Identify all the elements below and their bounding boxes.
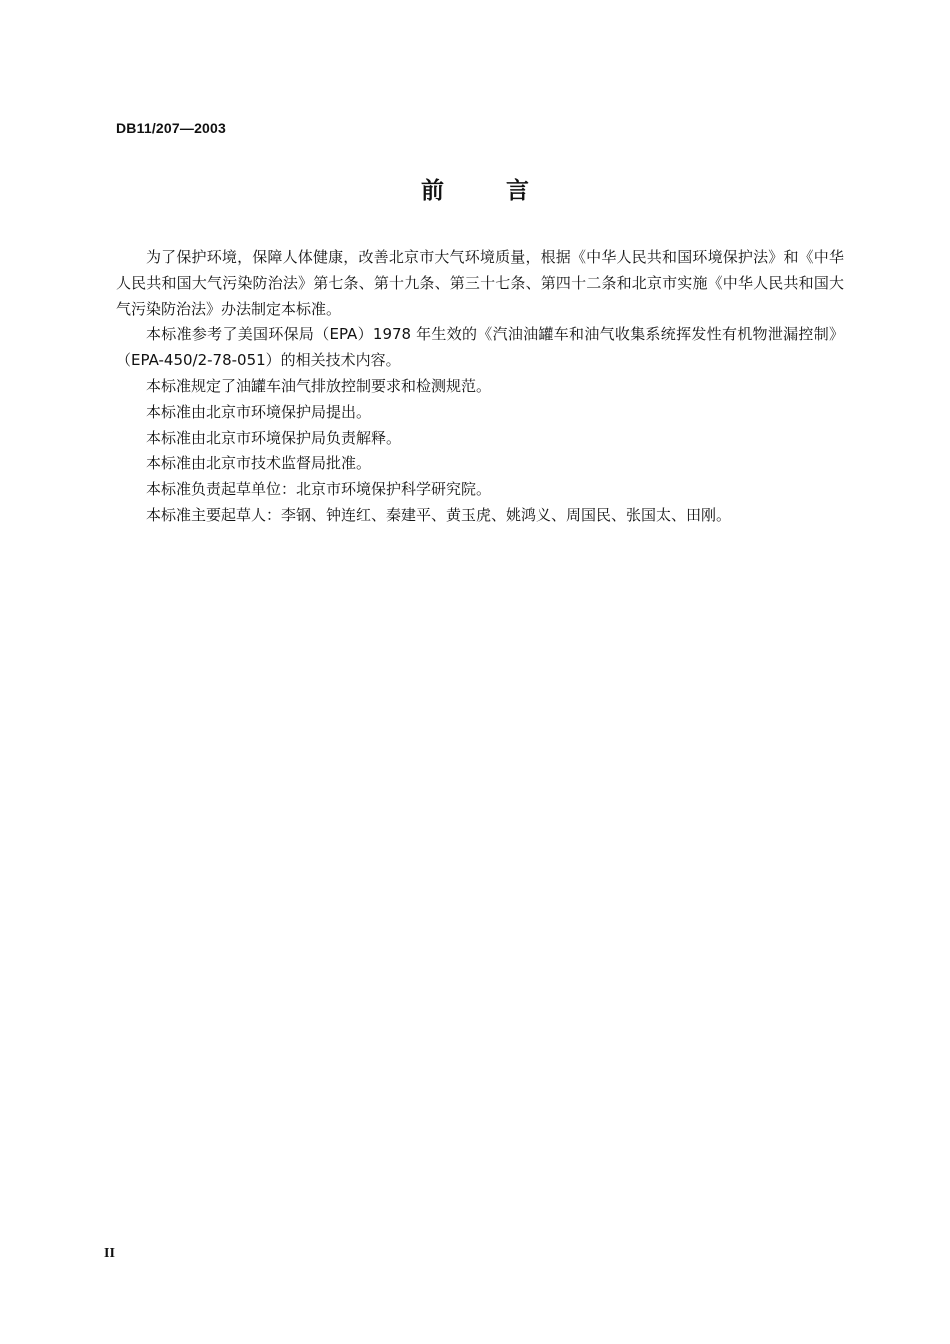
- paragraph-reference: 本标准参考了美国环保局（EPA）1978 年生效的《汽油油罐车和油气收集系统挥发性有机物泄漏控制》（EPA-450/2-78-051）的相关技术内容。: [116, 325, 844, 370]
- page-number: II: [104, 1246, 115, 1261]
- paragraph-legal-basis: 为了保护环境，保障人体健康，改善北京市大气环境质量，根据《中华人民共和国环境保护法》和《中华人民共和国大气污染防治法》第七条、第十九条、第三十七条、第四十二条和北京市实施《中华人民共和国大气污染防治法》办法制定本标准。: [116, 248, 844, 318]
- foreword-body: [116, 245, 844, 529]
- paragraph-proposed-by: 本标准由北京市环境保护局提出。: [146, 402, 372, 421]
- paragraph-drafting-unit: 本标准负责起草单位：北京市环境保护科学研究院。: [146, 480, 492, 499]
- paragraph-scope: 本标准规定了油罐车油气排放控制要求和检测规范。: [146, 376, 492, 395]
- document-code: DB11/207—2003: [116, 120, 227, 136]
- paragraph-interpreted-by: 本标准由北京市环境保护局负责解释。: [146, 428, 402, 447]
- page-title: 前言: [421, 178, 591, 204]
- paragraph-drafters: 本标准主要起草人：李钢、钟连红、秦建平、黄玉虎、姚鸿义、周国民、张国太、田刚。: [146, 505, 732, 524]
- paragraph-approved-by: 本标准由北京市技术监督局批准。: [146, 454, 372, 473]
